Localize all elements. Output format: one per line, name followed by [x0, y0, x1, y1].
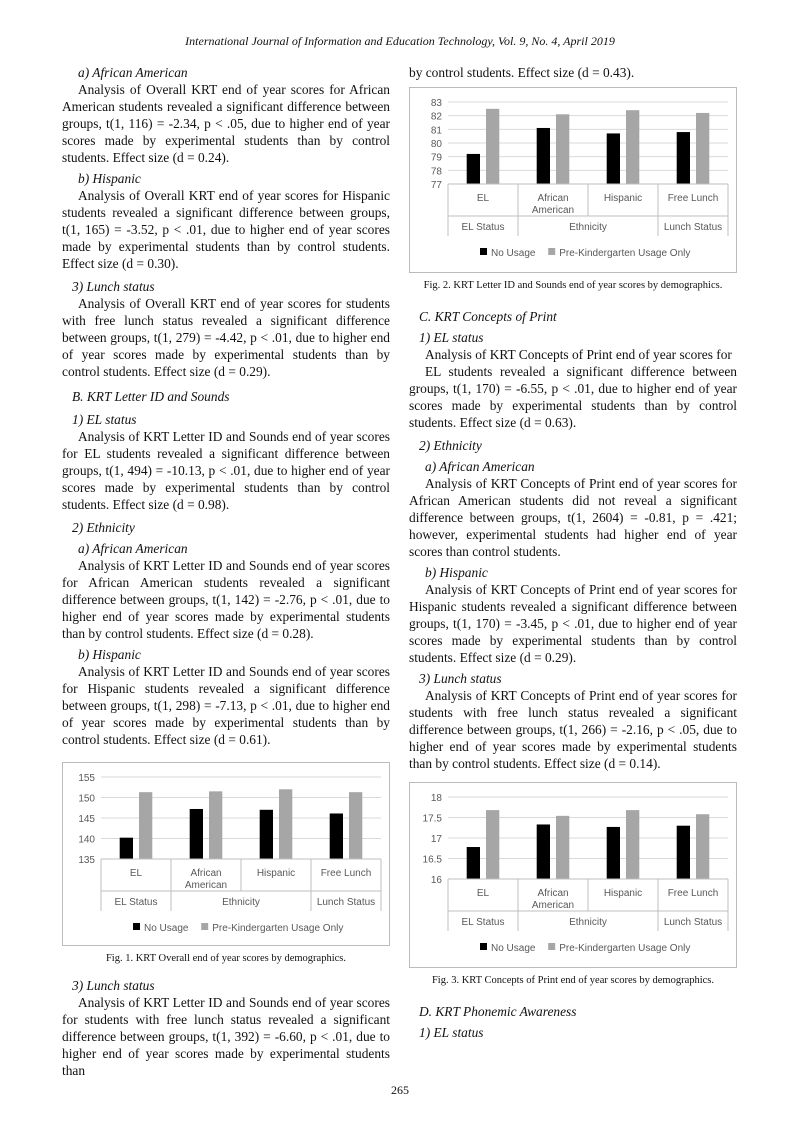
category-label: Free Lunch [667, 888, 719, 899]
heading-lunch-3: 3) Lunch status [419, 671, 502, 686]
bar [190, 809, 203, 859]
paragraph-hispanic-2: Analysis of KRT Letter ID and Sounds end of year scores for Hispanic students revealed a significant difference between groups, t(1, 298) = -7.13, p < .01, due to higher end of year scores made by experimental students than by control students. Effect size (d = 0.61). [62, 664, 390, 747]
group-label: Lunch Status [316, 897, 376, 908]
y-tick-label: 78 [430, 166, 442, 178]
legend-label: No Usage [144, 923, 189, 934]
category-label: African American [184, 868, 228, 891]
bar [486, 109, 499, 184]
bar [607, 827, 620, 879]
heading-african-american-3: a) African American [425, 459, 535, 474]
heading-el-2: 1) EL status [72, 412, 137, 427]
legend-swatch [548, 943, 555, 950]
heading-section-b: B. KRT Letter ID and Sounds [72, 389, 230, 404]
bar [139, 792, 152, 859]
y-tick-label: 18 [430, 793, 442, 804]
paragraph-lunch-1: Analysis of Overall KRT end of year scores for students with free lunch status revealed a significant difference between groups, t(1, 279) = -4.42, p < .01, due to higher end of year scores made by experimental students than by control students. Effect size (d = 0.29). [62, 296, 390, 379]
bar [486, 810, 499, 879]
paragraph-african-american-1: Analysis of Overall KRT end of year scores for African American students revealed a significant difference between groups, t(1, 116) = -2.34, p < .05, due to higher end of year scores made by experimental students than by control students. Effect size (d = 0.24). [62, 82, 390, 165]
bar [696, 814, 709, 879]
bar [349, 792, 362, 859]
group-label: EL Status [461, 222, 505, 233]
paragraph-african-american-2: Analysis of KRT Letter ID and Sounds end of year scores for African American students revealed a significant difference between groups, t(1, 142) = -2.76, p < .01, due to higher end of year scores made by experimental students than by control students. Effect size (d = 0.28). [62, 558, 390, 641]
right-column [409, 64, 737, 1041]
y-tick-label: 16.5 [422, 854, 442, 866]
bar [537, 824, 550, 879]
paragraph-hispanic-1: Analysis of Overall KRT end of year scores for Hispanic students revealed a significant difference between groups, t(1, 165) = -3.52, p < .01, due to higher end of year scores made by experimental students than by control students. Effect size (d = 0.30). [62, 188, 390, 271]
heading-lunch-1: 3) Lunch status [72, 279, 155, 294]
chart-fig2 [410, 88, 736, 272]
paragraph-lunch-3: Analysis of KRT Concepts of Print end of year scores for students with free lunch status revealed a significant difference between groups, t(1, 266) = -2.16, p < .05, due to higher end of year scores made by experimental students than by control students. Effect size (d = 0.14). [409, 688, 737, 771]
heading-lunch-2: 3) Lunch status [72, 978, 155, 993]
category-label: EL [476, 193, 490, 204]
bar [556, 114, 569, 184]
group-label: EL Status [461, 917, 505, 928]
bar [209, 791, 222, 859]
paragraph-el-3a: Analysis of KRT Concepts of Print end of year scores for [425, 347, 732, 362]
y-tick-label: 145 [78, 814, 95, 825]
y-tick-label: 77 [430, 180, 442, 191]
bar [677, 132, 690, 184]
heading-section-d: D. KRT Phonemic Awareness [419, 1004, 577, 1019]
figure-2-caption: Fig. 2. KRT Letter ID and Sounds end of year scores by demographics. [423, 280, 723, 291]
heading-ethnicity-3: 2) Ethnicity [419, 438, 482, 453]
bar [120, 838, 133, 859]
y-tick-label: 140 [78, 834, 95, 846]
legend-swatch [133, 923, 140, 930]
category-label: Hispanic [256, 868, 296, 879]
left-column [62, 64, 390, 1079]
heading-hispanic-3: b) Hispanic [425, 565, 488, 580]
category-label: Hispanic [603, 888, 643, 899]
y-tick-label: 150 [78, 793, 95, 805]
category-label: EL [129, 868, 143, 879]
bar [626, 810, 639, 879]
category-label: Free Lunch [667, 193, 719, 204]
figure-3 [409, 782, 737, 968]
y-tick-label: 82 [430, 111, 442, 123]
group-label: Lunch Status [663, 917, 723, 928]
legend-label: Pre-Kindergarten Usage Only [559, 248, 691, 259]
y-tick-label: 81 [430, 125, 442, 137]
paragraph-lunch-2: Analysis of KRT Letter ID and Sounds end of year scores for students with free lunch status revealed a significant difference between groups, t(1, 392) = -6.60, p < .01, due to higher end of year scores made by experimental students than [62, 995, 390, 1078]
paragraph-continued: by control students. Effect size (d = 0.43). [409, 65, 635, 80]
y-tick-label: 16 [430, 875, 442, 886]
heading-section-c: C. KRT Concepts of Print [419, 309, 557, 324]
group-label: Ethnicity [569, 917, 607, 928]
group-label: Ethnicity [569, 222, 607, 233]
bar [467, 847, 480, 879]
figure-2 [409, 87, 737, 273]
category-label: African American [531, 193, 575, 216]
legend-swatch [548, 248, 555, 255]
category-label: EL [476, 888, 490, 899]
heading-african-american-2: a) African American [78, 541, 188, 556]
chart-fig3 [410, 783, 736, 967]
legend-label: No Usage [491, 248, 536, 259]
paragraph-african-american-3: Analysis of KRT Concepts of Print end of year scores for African American students did not reveal a significant difference between groups, t(1, 2604) = -0.81, p = .421; however, experimental students had higher end of year scores than control students. [409, 476, 737, 559]
legend-swatch [480, 248, 487, 255]
y-tick-label: 80 [430, 139, 442, 150]
page-number: 265 [391, 1083, 409, 1097]
bar [607, 133, 620, 184]
paragraph-hispanic-3: Analysis of KRT Concepts of Print end of year scores for Hispanic students revealed a significant difference between groups, t(1, 170) = -3.45, p < .01, due to higher end of year scores made by experimental students than by control students. Effect size (d = 0.29). [409, 582, 737, 665]
figure-1-caption: Fig. 1. KRT Overall end of year scores by demographics. [105, 953, 347, 964]
legend-label: Pre-Kindergarten Usage Only [559, 943, 691, 954]
journal-header: International Journal of Information and Education Technology, Vol. 9, No. 4, April 2019 [185, 34, 615, 48]
bar [556, 816, 569, 879]
paragraph-el-2: Analysis of KRT Letter ID and Sounds end of year scores for EL students revealed a significant difference between groups, t(1, 494) = -10.13, p < .01, due to higher end of year scores made by experimental students than by control students. Effect size (d = 0.98). [62, 429, 390, 512]
paragraph-el-3b: EL students revealed a significant difference between groups, t(1, 170) = -6.55, p < .01, due to higher end of year scores made by experimental students than by control students. Effect size (d = 0.63). [409, 364, 737, 430]
legend-label: Pre-Kindergarten Usage Only [212, 923, 344, 934]
figure-3-caption: Fig. 3. KRT Concepts of Print end of year scores by demographics. [431, 975, 715, 986]
y-tick-label: 17.5 [422, 813, 442, 825]
legend-swatch [201, 923, 208, 930]
heading-el-3: 1) EL status [419, 330, 484, 345]
bar [467, 154, 480, 184]
bar [330, 813, 343, 859]
bar [626, 110, 639, 184]
heading-african-american-1: a) African American [78, 65, 188, 80]
y-tick-label: 79 [430, 152, 442, 164]
legend-label: No Usage [491, 943, 536, 954]
legend-swatch [480, 943, 487, 950]
heading-hispanic-1: b) Hispanic [78, 171, 141, 186]
bar [696, 113, 709, 184]
category-label: African American [531, 888, 575, 911]
group-label: Ethnicity [222, 897, 260, 908]
bar [677, 826, 690, 879]
chart-fig1 [63, 763, 389, 945]
y-tick-label: 17 [430, 834, 442, 845]
y-tick-label: 83 [430, 98, 442, 109]
heading-hispanic-2: b) Hispanic [78, 647, 141, 662]
bar [537, 128, 550, 184]
group-label: EL Status [114, 897, 158, 908]
bar [279, 789, 292, 859]
category-label: Hispanic [603, 193, 643, 204]
category-label: Free Lunch [320, 868, 372, 879]
heading-el-4: 1) EL status [419, 1025, 484, 1040]
figure-1 [62, 762, 390, 946]
group-label: Lunch Status [663, 222, 723, 233]
bar [260, 810, 273, 859]
heading-ethnicity-2: 2) Ethnicity [72, 520, 135, 535]
y-tick-label: 155 [78, 773, 95, 784]
y-tick-label: 135 [78, 855, 95, 866]
